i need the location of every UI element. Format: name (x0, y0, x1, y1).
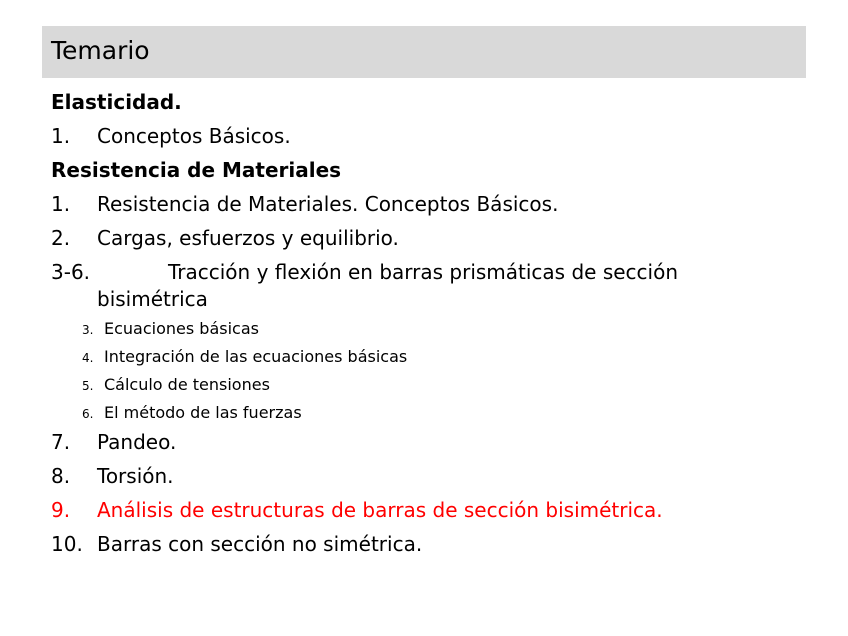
list-item-text: Conceptos Básicos. (97, 124, 291, 148)
list-item (51, 429, 801, 463)
list-item-text-line2: bisimétrica (97, 287, 208, 311)
sub-list-item (51, 343, 801, 371)
list-item (51, 463, 801, 497)
list-item (51, 225, 801, 259)
list-item-number: 7. (51, 430, 71, 454)
sub-list-item-text: Integración de las ecuaciones básicas (104, 347, 408, 366)
slide-title: Temario (51, 36, 150, 65)
sub-list-item-number: 3. (82, 323, 94, 337)
sub-list-item-number: 6. (82, 407, 94, 421)
list-item-number: 3-6. (51, 260, 91, 284)
sub-list-item-number: 4. (82, 351, 94, 365)
list-item (51, 531, 801, 565)
list-item-text: Torsión. (97, 464, 174, 488)
list-item-highlighted (51, 497, 801, 531)
sub-list-item (51, 371, 801, 399)
list-item-text: Barras con sección no simétrica. (97, 532, 423, 556)
list-item-number: 1. (51, 124, 71, 148)
list-item-text: Análisis de estructuras de barras de sección bisimétrica. (97, 498, 663, 522)
sub-list-item (51, 399, 801, 427)
list-item-number: 2. (51, 226, 71, 250)
slide-content (51, 89, 801, 565)
sub-list-item-text: El método de las fuerzas (104, 403, 302, 422)
list-item (51, 123, 801, 157)
sub-list-item-number: 5. (82, 379, 94, 393)
list-item-wrapped (51, 259, 801, 315)
list-item-text: Resistencia de Materiales. Conceptos Básicos. (97, 192, 559, 216)
sub-list-item-text: Ecuaciones básicas (104, 319, 259, 338)
list-item-text-line1: Tracción y flexión en barras prismáticas de sección (168, 260, 678, 284)
list-item-text: Pandeo. (97, 430, 177, 454)
list-item-number: 8. (51, 464, 71, 488)
list-item-number: 10. (51, 532, 83, 556)
sub-list (51, 315, 801, 427)
section-heading-elasticidad: Elasticidad. (51, 90, 182, 114)
list-item-number: 1. (51, 192, 71, 216)
sub-list-item-text: Cálculo de tensiones (104, 375, 270, 394)
slide-title-bar (42, 26, 806, 78)
list-item-text: Cargas, esfuerzos y equilibrio. (97, 226, 399, 250)
list-item (51, 191, 801, 225)
list-item-number: 9. (51, 498, 71, 522)
sub-list-item (51, 315, 801, 343)
section-heading-resistencia: Resistencia de Materiales (51, 158, 342, 182)
